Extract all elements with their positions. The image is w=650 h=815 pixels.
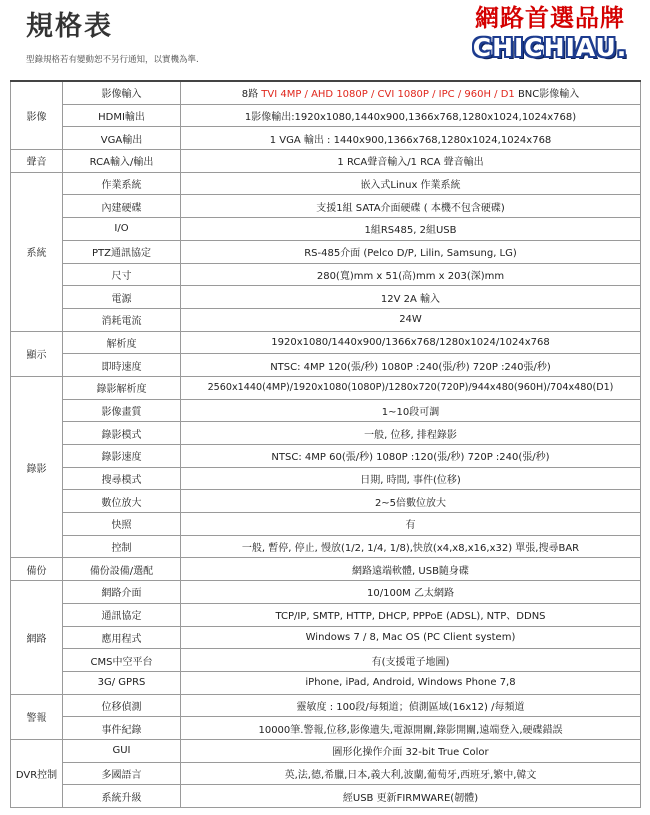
table-row: [11, 739, 641, 762]
feature-cell: 系統升級: [63, 785, 181, 808]
brand-logo-en: CHICHIAU.: [472, 33, 628, 62]
value-cell: [181, 81, 641, 104]
value-cell: RS-485介面 (Pelco D/P, Lilin, Samsung, LG): [181, 240, 641, 263]
value-cell: 2~5倍數位放大: [181, 490, 641, 513]
value-cell: 1組RS485, 2組USB: [181, 218, 641, 241]
table-row: [11, 354, 641, 377]
feature-cell: 錄影速度: [63, 445, 181, 468]
table-row: [11, 581, 641, 604]
category-cell: DVR控制: [11, 739, 63, 807]
feature-cell: 電源: [63, 286, 181, 309]
feature-cell: 解析度: [63, 331, 181, 354]
feature-cell: 備份設備/選配: [63, 558, 181, 581]
value-cell: 1~10段可調: [181, 399, 641, 422]
feature-cell: PTZ通訊協定: [63, 240, 181, 263]
value-cell: iPhone, iPad, Android, Windows Phone 7,8: [181, 671, 641, 694]
table-row: [11, 694, 641, 717]
feature-cell: 位移偵測: [63, 694, 181, 717]
value-cell: 280(寬)mm x 51(高)mm x 203(深)mm: [181, 263, 641, 286]
feature-cell: CMS中空平台: [63, 649, 181, 672]
table-row: [11, 218, 641, 241]
feature-cell: 多國語言: [63, 762, 181, 785]
table-row: [11, 671, 641, 694]
feature-cell: 錄影模式: [63, 422, 181, 445]
value-highlight: TVI 4MP / AHD 1080P / CVI 1080P / IPC / 960H / D1: [261, 89, 515, 101]
feature-cell: I/O: [63, 218, 181, 241]
category-cell: 警報: [11, 694, 63, 739]
value-prefix: 8路: [241, 89, 262, 101]
value-cell: 1920x1080/1440x900/1366x768/1280x1024/1024x768: [181, 331, 641, 354]
feature-cell: 影像輸入: [63, 81, 181, 104]
table-row: [11, 195, 641, 218]
value-cell: 網路遠端軟體, USB隨身碟: [181, 558, 641, 581]
table-row: [11, 399, 641, 422]
value-cell: Windows 7 / 8, Mac OS (PC Client system): [181, 626, 641, 649]
value-cell: 經USB 更新FIRMWARE(韌體): [181, 785, 641, 808]
value-cell: 日期, 時間, 事件(位移): [181, 467, 641, 490]
feature-cell: 3G/ GPRS: [63, 671, 181, 694]
value-cell: 靈敏度 : 100段/每頻道；偵測區域(16x12) /每頻道: [181, 694, 641, 717]
feature-cell: 數位放大: [63, 490, 181, 513]
table-row: [11, 445, 641, 468]
table-row: [11, 603, 641, 626]
table-row: [11, 558, 641, 581]
table-row: [11, 150, 641, 173]
feature-cell: RCA輸入/輸出: [63, 150, 181, 173]
value-cell: 嵌入式Linux 作業系統: [181, 172, 641, 195]
table-row: [11, 513, 641, 536]
value-cell: 圖形化操作介面 32-bit True Color: [181, 739, 641, 762]
table-row: [11, 467, 641, 490]
feature-cell: 消耗電流: [63, 308, 181, 331]
feature-cell: 網路介面: [63, 581, 181, 604]
value-cell: 10000筆.警報,位移,影像遺失,電源開關,錄影開關,遠端登入,硬碟錯誤: [181, 717, 641, 740]
table-row: [11, 172, 641, 195]
table-row: [11, 626, 641, 649]
page-header: [0, 0, 650, 80]
category-cell: 備份: [11, 558, 63, 581]
feature-cell: VGA輸出: [63, 127, 181, 150]
table-row: [11, 490, 641, 513]
table-row: [11, 422, 641, 445]
value-cell: 24W: [181, 308, 641, 331]
feature-cell: 通訊協定: [63, 603, 181, 626]
value-cell: NTSC: 4MP 60(張/秒) 1080P :120(張/秒) 720P :240(張/秒): [181, 445, 641, 468]
feature-cell: 快照: [63, 513, 181, 536]
category-cell: 顯示: [11, 331, 63, 376]
feature-cell: 尺寸: [63, 263, 181, 286]
value-cell: 有: [181, 513, 641, 536]
value-cell: 1 RCA聲音輸入/1 RCA 聲音輸出: [181, 150, 641, 173]
value-cell: 一般, 位移, 排程錄影: [181, 422, 641, 445]
table-row: [11, 308, 641, 331]
brand-logo: [462, 3, 638, 63]
feature-cell: 搜尋模式: [63, 467, 181, 490]
table-row: [11, 376, 641, 399]
feature-cell: 作業系統: [63, 172, 181, 195]
value-cell: TCP/IP, SMTP, HTTP, DHCP, PPPoE (ADSL), NTP、DDNS: [181, 603, 641, 626]
page-subtitle: 型錄規格若有變動恕不另行通知，以實機為準.: [26, 55, 199, 65]
category-cell: 聲音: [11, 150, 63, 173]
table-row: [11, 785, 641, 808]
table-row: [11, 286, 641, 309]
table-row: [11, 263, 641, 286]
spec-table: [10, 80, 641, 808]
value-cell: 12V 2A 輸入: [181, 286, 641, 309]
value-cell: 2560x1440(4MP)/1920x1080(1080P)/1280x720(720P)/944x480(960H)/704x480(D1): [181, 376, 641, 399]
feature-cell: 影像畫質: [63, 399, 181, 422]
category-cell: 系統: [11, 172, 63, 331]
value-suffix: BNC影像輸入: [514, 89, 580, 101]
value-cell: 10/100M 乙太網路: [181, 581, 641, 604]
table-row: [11, 331, 641, 354]
table-row: [11, 127, 641, 150]
category-cell: 網路: [11, 581, 63, 694]
page-title: 規格表: [26, 11, 113, 42]
value-cell: 1影像輸出:1920x1080,1440x900,1366x768,1280x1024,1024x768): [181, 104, 641, 127]
table-row: [11, 535, 641, 558]
value-cell: 有(支援電子地圖): [181, 649, 641, 672]
value-cell: NTSC: 4MP 120(張/秒) 1080P :240(張/秒) 720P :240張/秒): [181, 354, 641, 377]
feature-cell: 事件紀錄: [63, 717, 181, 740]
table-row: [11, 81, 641, 104]
table-row: [11, 762, 641, 785]
value-cell: 1 VGA 輸出 : 1440x900,1366x768,1280x1024,1024x768: [181, 127, 641, 150]
table-row: [11, 649, 641, 672]
feature-cell: GUI: [63, 739, 181, 762]
brand-logo-cn: 網路首選品牌: [475, 4, 625, 32]
value-cell: 一般, 暫停, 停止, 慢放(1/2, 1/4, 1/8),快放(x4,x8,x16,x32) 單張,搜尋BAR: [181, 535, 641, 558]
feature-cell: 錄影解析度: [63, 376, 181, 399]
value-cell: 支援1組 SATA介面硬碟 ( 本機不包含硬碟): [181, 195, 641, 218]
feature-cell: HDMI輸出: [63, 104, 181, 127]
value-cell: 英,法,德,希臘,日本,義大利,波蘭,葡萄牙,西班牙,繁中,韓文: [181, 762, 641, 785]
table-row: [11, 240, 641, 263]
table-row: [11, 717, 641, 740]
category-cell: 錄影: [11, 376, 63, 558]
feature-cell: 即時速度: [63, 354, 181, 377]
feature-cell: 應用程式: [63, 626, 181, 649]
feature-cell: 內建硬碟: [63, 195, 181, 218]
table-row: [11, 104, 641, 127]
category-cell: 影像: [11, 81, 63, 150]
feature-cell: 控制: [63, 535, 181, 558]
